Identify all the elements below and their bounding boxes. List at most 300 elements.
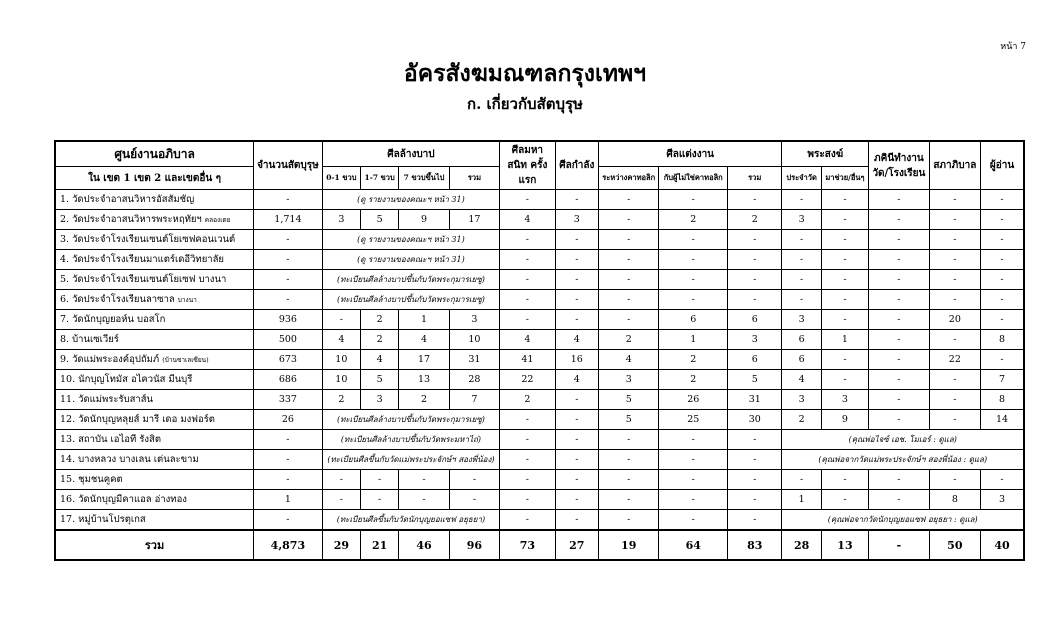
center-name-text: 3. วัดประจำโรงเรียนเซนต์โยเซฟคอนเวนต์: [60, 234, 236, 245]
table-cell: รวม: [55, 530, 254, 560]
table-cell: -: [869, 410, 929, 430]
table-cell: -: [869, 330, 929, 350]
table-cell: -: [598, 490, 658, 510]
table-cell: -: [869, 270, 929, 290]
table-cell: 3: [598, 370, 658, 390]
table-cell: -: [500, 450, 555, 470]
table-cell: -: [981, 310, 1024, 330]
center-name-note: (บ้านซาเลเซียน): [162, 356, 209, 364]
table-cell: 22: [929, 350, 980, 370]
table-cell: 29: [322, 530, 360, 560]
table-cell: 6: [728, 350, 782, 370]
table-cell: 2: [598, 330, 658, 350]
table-cell: 8: [981, 390, 1024, 410]
center-name: [55, 330, 254, 350]
table-row: [55, 270, 1024, 290]
table-cell: 4: [500, 330, 555, 350]
table-cell: 6: [659, 310, 728, 330]
table-cell: -: [449, 490, 499, 510]
table-cell: 9: [399, 210, 449, 230]
center-name-text: 9. วัดแม่พระองค์อุปถัมภ์: [60, 354, 160, 365]
table-cell: 4: [399, 330, 449, 350]
table-cell: 31: [449, 350, 499, 370]
table-cell: 2: [659, 210, 728, 230]
table-cell: -: [500, 430, 555, 450]
table-cell: -: [981, 190, 1024, 210]
table-cell: -: [869, 530, 929, 560]
table-cell: 2: [782, 410, 821, 430]
center-name: [55, 370, 254, 390]
table-cell: 4: [598, 350, 658, 370]
table-cell: 1: [254, 490, 323, 510]
table-cell: -: [598, 190, 658, 210]
table-row: [55, 390, 1024, 410]
table-cell: 3: [449, 310, 499, 330]
table-cell: 21: [361, 530, 399, 560]
center-name-text: 15. ชุมชนคูคต: [60, 474, 123, 485]
page-number: หน้า 7: [1000, 42, 1026, 52]
table-cell: 13: [821, 530, 868, 560]
table-cell: 2: [659, 350, 728, 370]
total-row: [55, 530, 1024, 560]
header-baptism-1-7: 1-7 ขวบ: [361, 167, 399, 190]
table-cell: -: [782, 270, 821, 290]
table-cell: -: [500, 490, 555, 510]
table-cell: -: [555, 470, 598, 490]
center-name: [55, 390, 254, 410]
table-cell: 4: [555, 370, 598, 390]
table-row: [55, 310, 1024, 330]
table-cell: -: [869, 310, 929, 330]
table-cell: -: [821, 210, 868, 230]
header-marriage-total: รวม: [728, 167, 782, 190]
header-confirmation: ศีลกำลัง: [555, 141, 598, 190]
table-cell: -: [322, 470, 360, 490]
center-name-text: 13. สถาบัน เอไอที รังสิต: [60, 434, 161, 445]
table-cell: 4: [782, 370, 821, 390]
header-center-sub: ใน เขต 1 เขต 2 และเขตอื่น ๆ: [55, 167, 254, 190]
table-cell: 3: [981, 490, 1024, 510]
table-cell: -: [869, 290, 929, 310]
table-cell: -: [399, 470, 449, 490]
table-cell: 4: [361, 350, 399, 370]
center-name: [55, 310, 254, 330]
table-cell: 337: [254, 390, 323, 410]
table-cell: 2: [659, 370, 728, 390]
table-cell: -: [728, 290, 782, 310]
table-cell: -: [500, 250, 555, 270]
table-cell: -: [821, 290, 868, 310]
table-cell: -: [659, 490, 728, 510]
table-cell: -: [500, 410, 555, 430]
table-cell: -: [728, 490, 782, 510]
table-cell: -: [869, 350, 929, 370]
table-cell: -: [598, 470, 658, 490]
table-cell: -: [555, 310, 598, 330]
center-name-text: 11. วัดแม่พระรับสาส์น: [60, 394, 154, 405]
table-cell: -: [981, 470, 1024, 490]
table-cell: (ทะเบียนศีลล้างบาปขึ้นกับวัดพระกุมารเยซู): [322, 270, 499, 290]
center-name-text: 2. วัดประจำอาสนวิหารพระหฤทัยฯ: [60, 214, 202, 225]
center-name: [55, 190, 254, 210]
center-name: [55, 270, 254, 290]
table-cell: -: [821, 190, 868, 210]
center-name-note: บางนา: [177, 296, 197, 304]
table-cell: 26: [254, 410, 323, 430]
table-cell: 31: [728, 390, 782, 410]
table-cell: 2: [728, 210, 782, 230]
table-cell: -: [500, 470, 555, 490]
center-name: [55, 450, 254, 470]
table-cell: -: [598, 510, 658, 531]
table-cell: 5: [361, 210, 399, 230]
table-cell: (ดู รายงานของคณะฯ หน้า 31): [322, 230, 499, 250]
table-cell: 1: [821, 330, 868, 350]
table-cell: (ดู รายงานของคณะฯ หน้า 31): [322, 250, 499, 270]
table-cell: 936: [254, 310, 323, 330]
table-cell: 17: [449, 210, 499, 230]
table-cell: -: [782, 470, 821, 490]
table-cell: -: [322, 490, 360, 510]
table-row: [55, 250, 1024, 270]
table-cell: -: [254, 250, 323, 270]
table-cell: -: [929, 230, 980, 250]
table-cell: 14: [981, 410, 1024, 430]
table-cell: -: [929, 330, 980, 350]
table-cell: -: [981, 290, 1024, 310]
table-cell: 19: [598, 530, 658, 560]
table-cell: 40: [981, 530, 1024, 560]
statistics-table: [54, 140, 1025, 561]
table-cell: 8: [981, 330, 1024, 350]
table-cell: -: [555, 290, 598, 310]
table-cell: 2: [500, 390, 555, 410]
table-cell: 2: [361, 310, 399, 330]
table-cell: 13: [399, 370, 449, 390]
table-cell: 26: [659, 390, 728, 410]
table-cell: -: [659, 470, 728, 490]
table-cell: (คุณพ่อจากวัดนักบุญยอแซฟ อยุธยา : ดูแล): [782, 510, 1024, 531]
center-name-text: 7. วัดนักบุญยอห์น บอสโก: [60, 314, 166, 325]
table-cell: 5: [361, 370, 399, 390]
table-cell: -: [869, 230, 929, 250]
table-cell: 1: [659, 330, 728, 350]
table-cell: -: [929, 470, 980, 490]
table-cell: -: [869, 490, 929, 510]
table-cell: -: [659, 270, 728, 290]
center-name-text: 8. บ้านเซเวียร์: [60, 334, 119, 345]
table-cell: 64: [659, 530, 728, 560]
center-name-text: 14. บางหลวง บางเลน เต่นละขาม: [60, 454, 199, 465]
table-body: [55, 190, 1024, 561]
table-cell: -: [500, 510, 555, 531]
table-cell: 50: [929, 530, 980, 560]
table-cell: 3: [322, 210, 360, 230]
table-cell: -: [728, 190, 782, 210]
header-members: จำนวนสัตบุรุษ: [254, 141, 323, 190]
table-cell: -: [929, 270, 980, 290]
table-cell: -: [728, 470, 782, 490]
table-cell: 30: [728, 410, 782, 430]
table-cell: 2: [322, 390, 360, 410]
table-cell: 2: [399, 390, 449, 410]
header-marriage-mixed: กับผู้ไม่ใช่คาทอลิก: [659, 167, 728, 190]
table-cell: (คุณพ่อจากวัดแม่พระประจักษ์ฯ สองพี่น้อง : ดูแล): [782, 450, 1024, 470]
table-cell: 673: [254, 350, 323, 370]
table-cell: -: [929, 210, 980, 230]
table-cell: -: [821, 230, 868, 250]
table-cell: -: [555, 270, 598, 290]
table-cell: 1: [399, 310, 449, 330]
page-title: อัครสังฆมณฑลกรุงเทพฯ: [403, 60, 647, 87]
table-row: [55, 450, 1024, 470]
table-cell: 3: [782, 210, 821, 230]
table-cell: -: [500, 270, 555, 290]
table-cell: -: [869, 190, 929, 210]
table-header: [55, 141, 1024, 190]
table-cell: -: [728, 250, 782, 270]
table-row: [55, 410, 1024, 430]
center-name-text: 6. วัดประจำโรงเรียนลาซาล: [60, 294, 175, 305]
table-cell: -: [659, 510, 728, 531]
table-cell: -: [555, 510, 598, 531]
table-cell: 41: [500, 350, 555, 370]
header-priests: พระสงฆ์: [782, 141, 869, 167]
table-cell: -: [254, 290, 323, 310]
center-name: [55, 230, 254, 250]
header-baptism-0-1: 0-1 ขวบ: [322, 167, 360, 190]
table-cell: -: [500, 190, 555, 210]
table-cell: -: [929, 250, 980, 270]
header-council: สภาภิบาล: [929, 141, 980, 190]
table-cell: -: [555, 250, 598, 270]
table-row: [55, 490, 1024, 510]
table-cell: 10: [449, 330, 499, 350]
table-cell: 96: [449, 530, 499, 560]
table-row: [55, 470, 1024, 490]
header-baptism-total: รวม: [449, 167, 499, 190]
page-subtitle: ก. เกี่ยวกับสัตบุรุษ: [467, 95, 583, 113]
table-cell: -: [555, 190, 598, 210]
table-row: [55, 430, 1024, 450]
table-cell: -: [929, 410, 980, 430]
header-baptism-7-up: 7 ขวบขึ้นไป: [399, 167, 449, 190]
table-cell: 3: [728, 330, 782, 350]
table-cell: -: [728, 450, 782, 470]
table-cell: -: [782, 190, 821, 210]
header-priests-parish: ประจำวัด: [782, 167, 821, 190]
table-cell: 4: [500, 210, 555, 230]
table-cell: -: [981, 350, 1024, 370]
table-row: [55, 190, 1024, 210]
table-cell: -: [869, 390, 929, 410]
table-cell: -: [728, 430, 782, 450]
table-cell: -: [361, 470, 399, 490]
table-cell: 4: [555, 330, 598, 350]
center-name: [55, 290, 254, 310]
table-cell: -: [254, 450, 323, 470]
table-cell: -: [728, 510, 782, 531]
table-cell: -: [449, 470, 499, 490]
table-cell: -: [821, 350, 868, 370]
table-cell: 4,873: [254, 530, 323, 560]
table-cell: 4: [322, 330, 360, 350]
table-cell: -: [821, 310, 868, 330]
table-cell: 22: [500, 370, 555, 390]
table-cell: 73: [500, 530, 555, 560]
table-cell: 8: [929, 490, 980, 510]
table-cell: -: [254, 510, 323, 531]
center-name: [55, 510, 254, 531]
center-name: [55, 470, 254, 490]
table-row: [55, 350, 1024, 370]
table-cell: -: [500, 290, 555, 310]
table-cell: -: [254, 470, 323, 490]
table-cell: -: [782, 230, 821, 250]
table-cell: -: [598, 310, 658, 330]
table-cell: -: [254, 270, 323, 290]
table-cell: 28: [449, 370, 499, 390]
header-sisters: ภคินีทำงาน วัด/โรงเรียน: [869, 141, 929, 190]
table-row: [55, 290, 1024, 310]
table-cell: -: [500, 310, 555, 330]
table-cell: 10: [322, 350, 360, 370]
table-cell: 27: [555, 530, 598, 560]
table-cell: 25: [659, 410, 728, 430]
table-cell: -: [821, 490, 868, 510]
table-cell: -: [782, 290, 821, 310]
table-cell: (คุณพ่อไจซ์ เอช. โมเอร์ : ดูแล): [782, 430, 1024, 450]
header-marriage: ศีลแต่งงาน: [598, 141, 781, 167]
table-cell: -: [598, 430, 658, 450]
center-name: [55, 250, 254, 270]
center-name-text: 5. วัดประจำโรงเรียนเซนต์โยเซฟ บางนา: [60, 274, 227, 285]
header-baptism: ศีลล้างบาป: [322, 141, 499, 167]
table-cell: -: [981, 210, 1024, 230]
table-cell: 7: [449, 390, 499, 410]
table-cell: 5: [598, 410, 658, 430]
table-cell: (ทะเบียนศีลล้างบาปขึ้นกับวัดพระกุมารเยซู): [322, 290, 499, 310]
table-cell: -: [869, 210, 929, 230]
table-cell: 3: [782, 390, 821, 410]
table-cell: -: [555, 390, 598, 410]
table-cell: 3: [361, 390, 399, 410]
center-name: [55, 210, 254, 230]
table-cell: -: [598, 290, 658, 310]
table-row: [55, 230, 1024, 250]
center-name-text: 12. วัดนักบุญหลุยส์ มารี เดอ มงฟอร์ต: [60, 414, 215, 425]
table-row: [55, 330, 1024, 350]
table-row: [55, 510, 1024, 531]
table-cell: -: [782, 250, 821, 270]
center-name: [55, 490, 254, 510]
table-cell: -: [821, 470, 868, 490]
table-cell: -: [555, 490, 598, 510]
table-cell: -: [869, 370, 929, 390]
table-cell: -: [929, 370, 980, 390]
table-cell: -: [598, 250, 658, 270]
table-row: [55, 210, 1024, 230]
table-cell: -: [821, 270, 868, 290]
table-cell: 17: [399, 350, 449, 370]
table-cell: 2: [361, 330, 399, 350]
center-name-text: 1. วัดประจำอาสนวิหารอัสสัมชัญ: [60, 194, 195, 205]
table-cell: 3: [555, 210, 598, 230]
table-cell: -: [929, 190, 980, 210]
table-cell: 3: [821, 390, 868, 410]
table-cell: -: [728, 270, 782, 290]
table-cell: 20: [929, 310, 980, 330]
table-cell: -: [399, 490, 449, 510]
header-center: ศูนย์งานอภิบาล: [55, 141, 254, 167]
center-name-note: คลองเตย: [204, 216, 231, 224]
table-cell: 16: [555, 350, 598, 370]
table-cell: (ดู รายงานของคณะฯ หน้า 31): [322, 190, 499, 210]
header-first-communion: ศีลมหาสนิท ครั้งแรก: [500, 141, 555, 190]
table-cell: (ทะเบียนศีลขึ้นกับวัดนักบุญยอแซฟ อยุธยา): [322, 510, 499, 531]
table-cell: -: [869, 470, 929, 490]
table-cell: -: [555, 230, 598, 250]
center-name-text: 10. นักบุญโทมัส อไควนัส มีนบุรี: [60, 374, 193, 385]
table-cell: -: [929, 290, 980, 310]
center-name: [55, 410, 254, 430]
table-cell: -: [821, 250, 868, 270]
table-cell: -: [659, 430, 728, 450]
table-cell: -: [869, 250, 929, 270]
table-cell: -: [981, 230, 1024, 250]
center-name: [55, 350, 254, 370]
table-cell: -: [322, 310, 360, 330]
table-cell: 7: [981, 370, 1024, 390]
table-cell: 6: [782, 330, 821, 350]
table-cell: -: [598, 450, 658, 470]
table-cell: 686: [254, 370, 323, 390]
table-cell: -: [821, 370, 868, 390]
table-cell: 9: [821, 410, 868, 430]
table-cell: -: [659, 190, 728, 210]
table-cell: -: [254, 190, 323, 210]
table-cell: 6: [728, 310, 782, 330]
table-cell: -: [598, 230, 658, 250]
table-cell: -: [500, 230, 555, 250]
table-cell: -: [555, 410, 598, 430]
table-cell: (ทะเบียนศีลล้างบาปขึ้นกับวัดพระมหาไถ่): [322, 430, 499, 450]
table-cell: -: [929, 390, 980, 410]
table-cell: -: [981, 250, 1024, 270]
table-cell: -: [598, 210, 658, 230]
table-cell: 83: [728, 530, 782, 560]
table-cell: 5: [728, 370, 782, 390]
table-cell: 10: [322, 370, 360, 390]
table-cell: 46: [399, 530, 449, 560]
table-cell: -: [659, 450, 728, 470]
center-name-text: 4. วัดประจำโรงเรียนมาแตร์เดอีวิทยาลัย: [60, 254, 224, 265]
table-cell: (ทะเบียนศีลล้างบาปขึ้นกับวัดพระกุมารเยซู): [322, 410, 499, 430]
table-cell: 1: [782, 490, 821, 510]
table-cell: -: [659, 250, 728, 270]
table-cell: 28: [782, 530, 821, 560]
center-name-text: 17. หมู่บ้านโปรตุเกส: [60, 514, 146, 525]
center-name-text: 16. วัดนักบุญมีคาแอล อ่างทอง: [60, 494, 187, 505]
table-cell: -: [254, 430, 323, 450]
table-cell: -: [659, 230, 728, 250]
table-cell: -: [659, 290, 728, 310]
table-cell: -: [598, 270, 658, 290]
table-cell: -: [361, 490, 399, 510]
table-cell: 5: [598, 390, 658, 410]
header-priests-helper: มาช่วย/อื่นๆ: [821, 167, 868, 190]
header-marriage-catholic: ระหว่างคาทอลิก: [598, 167, 658, 190]
